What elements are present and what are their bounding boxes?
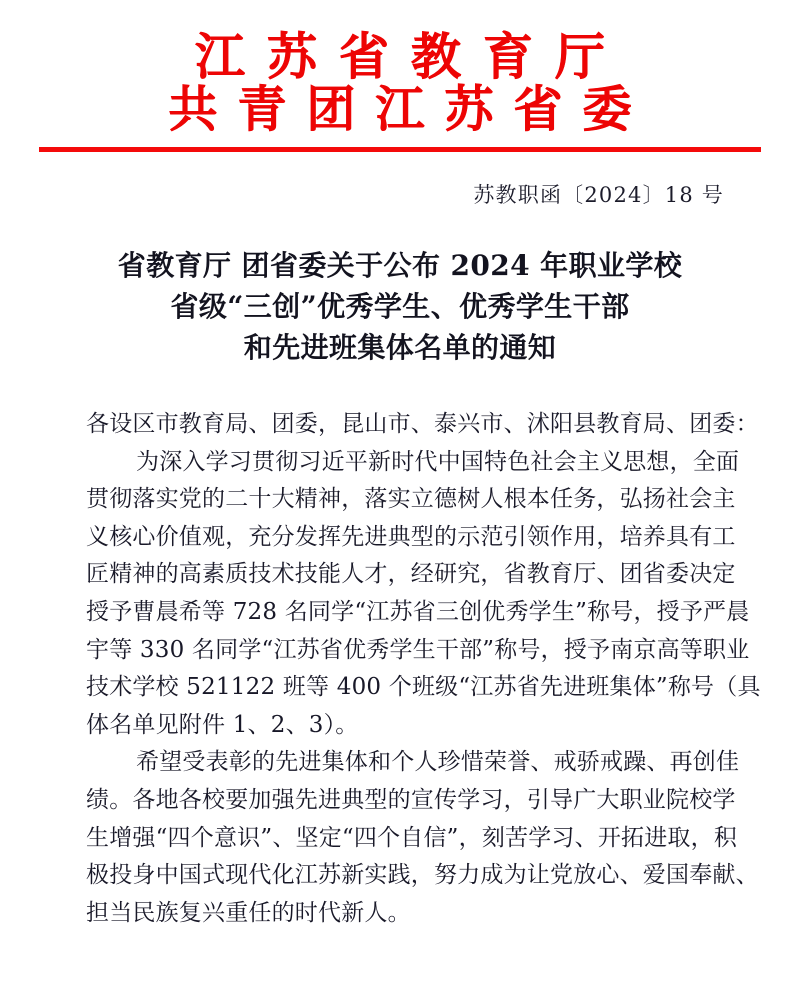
paragraph-1-line-4: 匠精神的高素质技术技能人才，经研究，省教育厅、团省委决定 [86,561,736,588]
paragraph-1-line-6: 宇等 330 名同学“江苏省优秀学生干部”称号，授予南京高等职业 [86,636,750,663]
paragraph-1-line-5: 授予曹晨希等 728 名同学“江苏省三创优秀学生”称号，授予严晨 [86,598,750,625]
title-line-3: 和先进班集体名单的通知 [243,331,557,364]
paragraph-1 [86,444,761,745]
paragraph-1-line-8: 体名单见附件 1、2、3）。 [86,711,359,738]
document-body [0,406,800,932]
recipients-line: 各设区市教育局、团委，昆山市、泰兴市、沭阳县教育局、团委： [86,411,759,437]
letterhead-line-education-department: 江苏省教育厅 [195,27,627,86]
paragraph-1-line-3: 义核心价值观，充分发挥先进典型的示范引领作用，培养具有工 [86,523,736,550]
title-line-1: 省教育厅 团省委关于公布 2024 年职业学校 [117,249,683,282]
document-title [0,245,800,368]
paragraph-1-line-2: 贯彻落实党的二十大精神，落实立德树人根本任务，弘扬社会主 [86,486,736,513]
paragraph-1-line-7: 技术学校 521122 班等 400 个班级“江苏省先进班集体”称号（具 [86,674,761,701]
paragraph-2 [86,744,759,932]
red-divider-rule [39,147,761,152]
title-line-2: 省级“三创”优秀学生、优秀学生干部 [170,290,630,323]
paragraph-2-line-5: 担当民族复兴重任的时代新人。 [86,899,411,926]
document-number: 苏教职函〔2024〕18 号 [473,183,724,207]
paragraph-2-line-1: 希望受表彰的先进集体和个人珍惜荣誉、戒骄戒躁、再创佳 [136,749,740,776]
letterhead-line-youth-league-committee: 共青团江苏省委 [168,80,652,138]
document-number-row [0,179,800,209]
paragraph-1-line-1: 为深入学习贯彻习近平新时代中国特色社会主义思想，全面 [136,448,740,475]
paragraph-2-line-4: 极投身中国式现代化江苏新实践，努力成为让党放心、爱国奉献、 [86,862,759,889]
paragraph-2-line-3: 生增强“四个意识”、坚定“四个自信”，刻苦学习、开拓进取，积 [86,824,738,851]
paragraph-2-line-2: 绩。各地各校要加强先进典型的宣传学习，引导广大职业院校学 [86,786,736,813]
letterhead [0,0,800,136]
